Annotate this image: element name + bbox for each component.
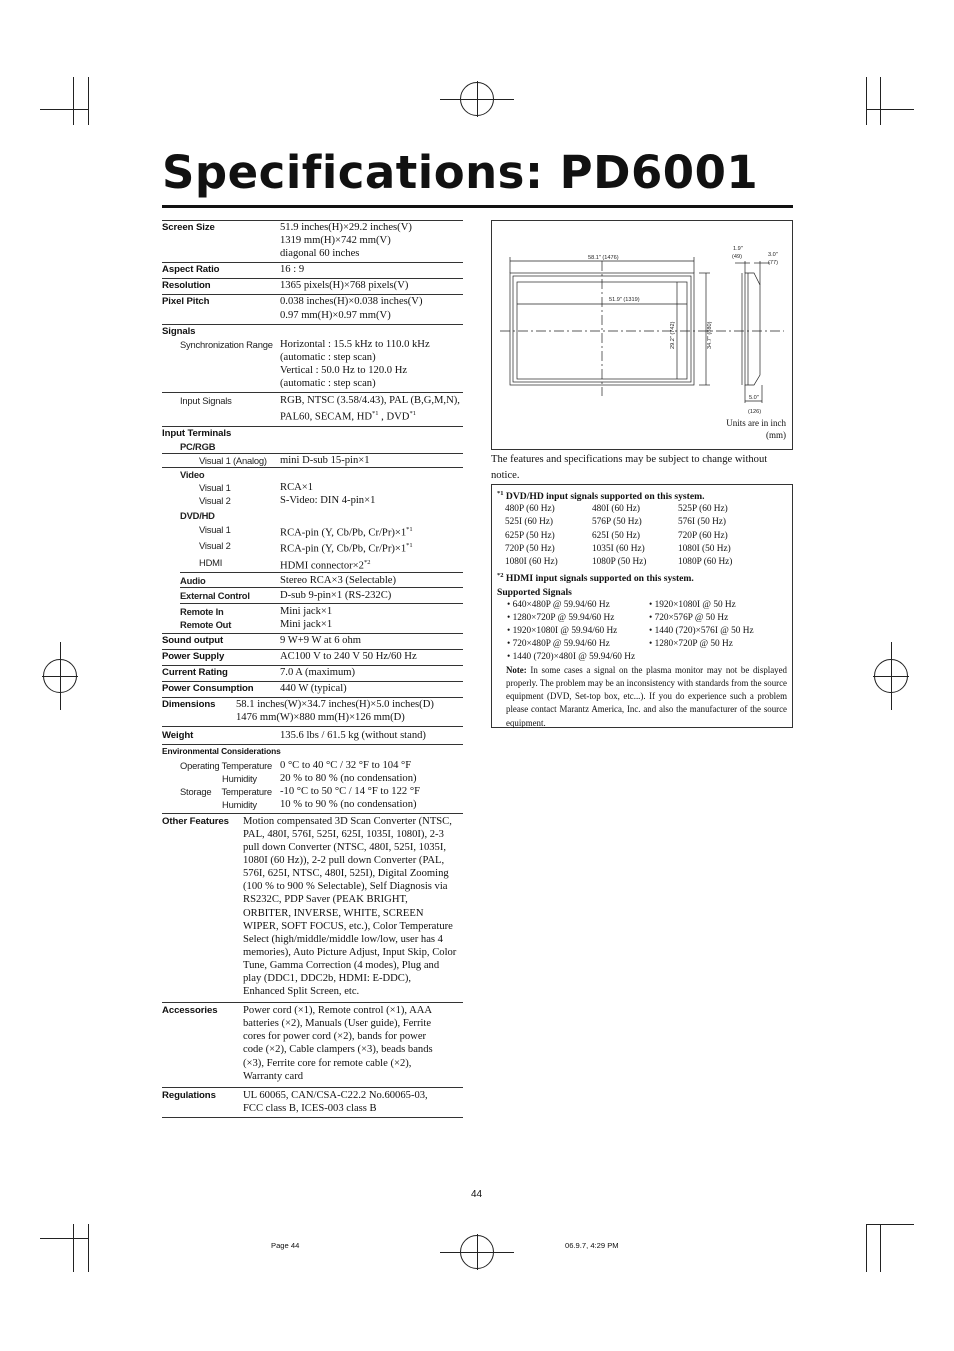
spec-label: Weight <box>162 730 194 742</box>
spec-value: (automatic : step scan) <box>280 378 376 390</box>
spec-label: Environmental Considerations <box>162 746 281 757</box>
accessory-line: Power cord (×1), Remote control (×1), AAA <box>243 1005 433 1017</box>
feature-line: play (DDC1, DDC2b, HDMI: E-DDC), <box>243 973 412 984</box>
spec-row-screen-size <box>162 220 463 262</box>
feature-line: Tune, Gamma Correction (4 modes), Plug and <box>243 959 440 971</box>
hdmi-signal-item: • 1280×720P @ 59.94/60 Hz <box>507 612 615 623</box>
feature-line: (100 % to 900 % Selectable), Self Diagnosis via <box>243 881 448 893</box>
feature-line: WIPER, SOFT FOCUS, etc.), Color Temperature <box>243 920 453 932</box>
spec-row-power-consumption <box>162 681 463 697</box>
spec-row-input-signals <box>162 392 463 426</box>
spec-value: 0.97 mm(H)×0.97 mm(V) <box>280 309 391 321</box>
spec-value: 0.038 inches(H)×0.038 inches(V) <box>280 296 423 308</box>
spec-sublabel: Storage Temperature <box>180 785 272 797</box>
spec-label: Dimensions <box>162 699 216 711</box>
spec-value: 1319 mm(H)×742 mm(V) <box>280 235 391 247</box>
dim-label-height: 34.7" (880) <box>707 321 713 349</box>
spec-sublabel: Remote Out <box>180 618 232 630</box>
dvd-signal-item: 720P (60 Hz) <box>678 530 728 541</box>
spec-value: 1365 pixels(H)×768 pixels(V) <box>280 280 409 292</box>
spec-row-audio <box>180 572 463 587</box>
spec-row-remote <box>180 603 463 633</box>
spec-value: (automatic : step scan) <box>280 351 376 363</box>
spec-value: S-Video: DIN 4-pin×1 <box>280 495 376 507</box>
spec-row-regulations <box>162 1087 463 1118</box>
feature-line: PAL, 480I, 576I, 525I, 625I, 1035I, 1080I), 2-3 <box>243 828 444 840</box>
spec-label: Accessories <box>162 1005 218 1017</box>
feature-line: RS232C, PDP Saver (PEAK BRIGHT, <box>243 894 408 906</box>
spec-value: 20 % to 80 % (no condensation) <box>280 772 417 784</box>
dvd-signal-item: 480P (60 Hz) <box>505 504 555 515</box>
spec-sublabel: DVD/HD <box>180 510 215 522</box>
dim-label-screen-width: 51.9" (1319) <box>609 297 640 303</box>
spec-value: diagonal 60 inches <box>280 248 360 260</box>
spec-value: HDMI $connector\times 2^{*2}$ <box>280 558 371 572</box>
registration-mark-top <box>440 81 514 117</box>
spec-row-signals <box>162 324 463 390</box>
spec-label: Other Features <box>162 815 229 827</box>
spec-value: RGB, NTSC (3.58/4.43), PAL (B,G,M,N), <box>280 395 460 407</box>
spec-value: -10 °C to 50 °C / 14 °F to 122 °F <box>280 785 420 797</box>
feature-line: 1080I (60 Hz)), 2-2 pull down Converter (PAL, <box>243 855 445 867</box>
dim-label-top-b-mm: (77) <box>768 260 778 266</box>
spec-value: 16 : 9 <box>280 264 305 276</box>
spec-row-pc-rgb <box>162 453 463 467</box>
spec-sublabel: Synchronization Range <box>180 338 273 350</box>
spec-table <box>162 220 463 1118</box>
spec-sublabel: Humidity <box>222 798 257 810</box>
footer-page-label: Page 44 <box>271 1241 300 1250</box>
spec-sublabel: PC/RGB <box>180 440 216 452</box>
regulation-line: FCC class B, ICES-003 class B <box>243 1102 377 1114</box>
spec-value: 9 W+9 W at 6 ohm <box>280 634 362 646</box>
spec-value: Stereo RCA×3 (Selectable) <box>280 575 396 587</box>
spec-value: D-sub 9-pin×1 (RS-232C) <box>280 590 392 602</box>
feature-line: Motion compensated 3D Scan Converter (NTSC, <box>243 815 452 827</box>
spec-label: Aspect Ratio <box>162 264 220 276</box>
hdmi-signal-item: • 1440 (720)×480I @ 59.94/60 Hz <box>507 652 636 663</box>
feature-line: 576I, 625I, NTSC, 480I, 525I), Digital Zooming <box>243 868 449 880</box>
spec-row-pixel-pitch <box>162 294 463 323</box>
change-notice: The features and specifications may be subject to change without notice. <box>491 454 768 481</box>
spec-row-external-control <box>180 587 463 602</box>
feature-line: Select (high/middle/middle low/low, user has 4 <box>243 933 443 945</box>
spec-sublabel: Visual 1 (Analog) <box>199 455 267 467</box>
spec-label: Power Supply <box>162 650 225 662</box>
spec-label: Input Terminals <box>162 427 232 439</box>
spec-sublabel: Audio <box>180 575 206 587</box>
dvd-signals-heading: $^{*1}$ DVD/HD input signals supported on this system. <box>497 490 705 503</box>
hdmi-signal-list <box>497 599 792 651</box>
spec-value: Mini jack×1 <box>280 618 333 630</box>
regulation-line: UL 60065, CAN/CSA-C22.2 No.60065-03, <box>243 1089 428 1101</box>
spec-sublabel: Input Signals <box>180 395 232 407</box>
hdmi-signal-item: • 720×480P @ 59.94/60 Hz <box>507 638 610 649</box>
dvd-signal-item: 1080I (50 Hz) <box>678 543 731 554</box>
dvd-signal-item: 576I (50 Hz) <box>678 517 727 528</box>
dimension-drawing <box>492 221 792 449</box>
hdmi-signal-item: • 1440 (720)×576I @ 50 Hz <box>649 625 754 636</box>
hdmi-signal-item: • 1920×1080I @ 50 Hz <box>649 599 736 610</box>
hdmi-signals-heading: $^{*2}$ HDMI input signals supported on this system. <box>497 572 694 585</box>
spec-row-video <box>162 467 463 507</box>
accessory-line: code (×2), Cable clampers (×3), beads bands <box>243 1044 433 1056</box>
spec-row-other-features <box>162 813 463 1000</box>
hdmi-signal-item: • 720×576P @ 50 Hz <box>649 612 729 623</box>
spec-sublabel: Visual 2 <box>199 540 231 552</box>
page-number: 44 <box>471 1189 483 1200</box>
dvd-signal-item: 1080P (50 Hz) <box>592 557 647 568</box>
spec-value: Horizontal : 15.5 kHz to 110.0 kHz <box>280 338 430 350</box>
spec-value: Vertical : 50.0 Hz to 120.0 Hz <box>280 364 408 376</box>
accessory-line: cores for power cord (×2), bands for power <box>243 1031 427 1043</box>
registration-mark-right <box>873 658 909 694</box>
hdmi-signal-item: • 1920×1080I @ 59.94/60 Hz <box>507 625 618 636</box>
spec-label: Regulations <box>162 1089 216 1101</box>
spec-value: PAL60, SECAM, HD$^{*1}$ , DVD$^{*1}$ <box>280 410 416 423</box>
title-rule <box>162 205 793 208</box>
dim-label-screen-height: 29.2" (742) <box>670 321 676 349</box>
spec-sublabel: Visual 2 <box>199 495 231 507</box>
spec-row-aspect-ratio <box>162 262 463 278</box>
spec-label: Current Rating <box>162 666 228 678</box>
spec-value-multiline <box>243 1089 463 1115</box>
feature-line: Enhanced Split Screen, etc. <box>243 986 360 998</box>
accessory-line: Warranty card <box>243 1070 304 1082</box>
hdmi-signal-item: • 640×480P @ 59.94/60 Hz <box>507 599 610 610</box>
units-note: Units are in inch (mm) <box>726 418 786 440</box>
spec-value: AC100 V to 240 V 50 Hz/60 Hz <box>280 650 417 662</box>
dim-label-width: 58.1" (1476) <box>588 255 619 261</box>
footer-timestamp: 06.9.7, 4:29 PM <box>565 1241 619 1250</box>
accessory-line: batteries (×2), Manuals (User guide), Ferrite <box>243 1018 432 1030</box>
spec-row-power-supply <box>162 649 463 665</box>
feature-line: pull down Converter (NTSC, 480I, 525I, 1035I, <box>243 842 447 854</box>
dvd-signal-item: 525I (60 Hz) <box>505 517 554 528</box>
dvd-signal-item: 480I (60 Hz) <box>592 504 641 515</box>
spec-sublabel: Remote In <box>180 605 224 617</box>
dim-label-depth: 5.0" <box>749 395 759 401</box>
spec-row-dvd-hd <box>162 507 463 572</box>
spec-sublabel: HDMI <box>199 556 223 568</box>
spec-sublabel: Humidity <box>222 772 257 784</box>
spec-row-sound-output <box>162 633 463 649</box>
spec-label: Resolution <box>162 280 211 292</box>
dimension-diagram <box>491 220 793 450</box>
spec-value: 1476 mm(W)×880 mm(H)×126 mm(D) <box>236 712 405 724</box>
spec-value: RCA-pin (Y, Cb/Pb, $Cr/Pr)\times 1^{*1}$ <box>280 525 413 539</box>
dim-label-depth-mm: (126) <box>748 409 762 415</box>
signal-note: Note: In some cases a signal on the plasma monitor may not be displayed properly. The problem may be an inconsistency with standards from the source equipment (DVD, Set-top box, etc...). If you do experience such a problem please contact Marantz America, Inc. and also the manufacturer of the source equipment. <box>506 665 787 728</box>
dim-label-top-a: 1.9" <box>733 246 743 252</box>
registration-mark-left <box>42 658 78 694</box>
spec-row-weight <box>162 726 463 744</box>
spec-label: Power Consumption <box>162 683 254 695</box>
dvd-signal-item: 525P (60 Hz) <box>678 504 728 515</box>
feature-line: memories), Auto Picture Adjust, Input Skip, Color <box>243 946 457 958</box>
dvd-signal-item: 720P (50 Hz) <box>505 543 555 554</box>
dvd-signal-item: 1035I (60 Hz) <box>592 543 645 554</box>
hdmi-signal-item: • 1280×720P @ 50 Hz <box>649 638 733 649</box>
supported-signals-heading: Supported Signals <box>497 586 572 598</box>
spec-sublabel: Visual 1 <box>199 482 231 494</box>
spec-row-current-rating <box>162 665 463 681</box>
spec-value: 10 % to 90 % (no condensation) <box>280 798 417 810</box>
page-title: Specifications: PD6001 <box>162 146 759 199</box>
spec-row-environment <box>162 744 463 812</box>
spec-sublabel: Operating Temperature <box>180 759 273 771</box>
supported-signals-box <box>491 484 793 728</box>
spec-sublabel: Visual 1 <box>199 523 231 535</box>
spec-row-input-terminals <box>162 426 463 453</box>
dvd-signal-item: 625P (50 Hz) <box>505 530 555 541</box>
spec-value: 7.0 A (maximum) <box>280 666 356 678</box>
dvd-signal-item: 1080I (60 Hz) <box>505 557 558 568</box>
spec-label: Sound output <box>162 634 224 646</box>
feature-line: ORBITER, INVERSE, WHITE, SCREEN <box>243 907 424 919</box>
accessory-line: (×3), Ferrite core for remote cable (×2), <box>243 1057 412 1069</box>
spec-row-accessories <box>162 1002 463 1085</box>
spec-value: 0 °C to 40 °C / 32 °F to 104 °F <box>280 759 412 771</box>
dvd-signal-item: 625I (50 Hz) <box>592 530 641 541</box>
spec-value: RCA×1 <box>280 482 314 494</box>
dvd-signal-item: 576P (50 Hz) <box>592 517 642 528</box>
spec-value: mini D-sub 15-pin×1 <box>280 455 370 467</box>
dvd-signal-list <box>497 503 792 569</box>
spec-label: Pixel Pitch <box>162 296 210 308</box>
spec-label: Screen Size <box>162 222 215 233</box>
dim-label-top-a-mm: (49) <box>732 254 742 260</box>
spec-sublabel: External Control <box>180 590 250 602</box>
spec-value: 51.9 inches(H)×29.2 inches(V) <box>280 222 412 233</box>
dvd-signal-item: 1080P (60 Hz) <box>678 557 733 568</box>
spec-value-multiline <box>243 1004 463 1083</box>
dim-label-top-b: 3.0" <box>768 252 778 258</box>
spec-value: 58.1 inches(W)×34.7 inches(H)×5.0 inches(D) <box>236 699 434 711</box>
spec-value: RCA-pin (Y, Cb/Pb, $Cr/Pr)\times 1^{*1}$ <box>280 542 413 555</box>
spec-value: 440 W (typical) <box>280 683 347 695</box>
spec-value: 135.6 lbs / 61.5 kg (without stand) <box>280 730 426 742</box>
registration-mark-bottom <box>440 1234 514 1270</box>
spec-row-resolution <box>162 278 463 294</box>
spec-value-multiline <box>243 815 463 998</box>
spec-label: Signals <box>162 325 196 337</box>
spec-sublabel: Video <box>180 469 205 481</box>
spec-value: Mini jack×1 <box>280 605 333 617</box>
spec-row-dimensions <box>162 697 463 726</box>
